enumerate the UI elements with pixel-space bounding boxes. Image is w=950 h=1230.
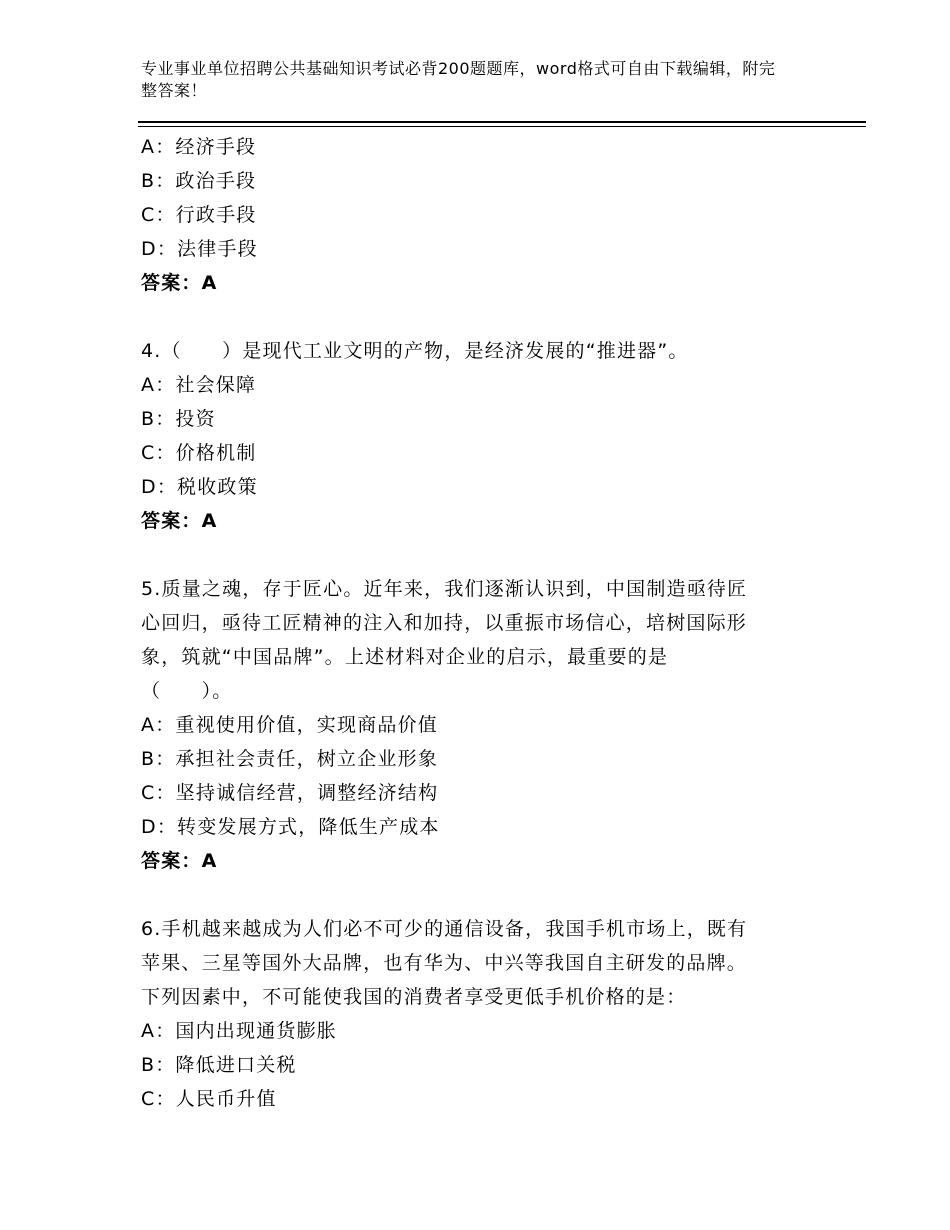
question-4 (141, 334, 811, 538)
spacer (141, 538, 811, 572)
question-stem-line: 象，筑就“中国品牌”。上述材料对企业的启示，最重要的是 (141, 646, 669, 668)
spacer (141, 878, 811, 912)
header-rule-thin (138, 126, 866, 127)
question-5 (141, 572, 811, 878)
question-stem-line: 6.手机越来越成为人们必不可少的通信设备，我国手机市场上，既有 (141, 918, 748, 940)
question-stem-line: 心回归，亟待工匠精神的注入和加持，以重振市场信心，培树国际形 (141, 612, 748, 634)
answer-line: 答案：A (141, 850, 218, 872)
option-b: B：投资 (141, 408, 216, 430)
spacer (141, 300, 811, 334)
option-a: A：重视使用价值，实现商品价值 (141, 714, 438, 736)
option-a: A：国内出现通货膨胀 (141, 1020, 337, 1042)
option-d: D：税收政策 (141, 476, 258, 498)
page-header: 专业事业单位招聘公共基础知识考试必背200题题库，word格式可自由下载编辑，附完整答案！ (141, 59, 776, 100)
option-b: B：降低进口关税 (141, 1054, 297, 1076)
question-stem-line: 5.质量之魂，存于匠心。近年来，我们逐渐认识到，中国制造亟待匠 (141, 578, 748, 600)
option-c: C：坚持诚信经营，调整经济结构 (141, 782, 439, 804)
answer-line: 答案：A (141, 510, 218, 532)
option-b: B：承担社会责任，树立企业形象 (141, 748, 439, 770)
question-6 (141, 912, 811, 1116)
question-stem-line: 苹果、三星等国外大品牌，也有华为、中兴等我国自主研发的品牌。 (141, 952, 748, 974)
option-d: D：转变发展方式，降低生产成本 (141, 816, 440, 838)
question-stem-line: 下列因素中，不可能使我国的消费者享受更低手机价格的是： (141, 986, 687, 1008)
header-rule-thick (138, 121, 866, 123)
question-3 (141, 130, 811, 300)
option-c: C：价格机制 (141, 442, 257, 464)
answer-line: 答案：A (141, 272, 218, 294)
option-c: C：行政手段 (141, 204, 257, 226)
question-stem: 4.（ ）是现代工业文明的产物，是经济发展的“推进器”。 (141, 340, 689, 362)
option-a: A：经济手段 (141, 136, 257, 158)
option-a: A：社会保障 (141, 374, 257, 396)
option-d: D：法律手段 (141, 238, 258, 260)
question-list (141, 130, 811, 1116)
option-c: C：人民币升值 (141, 1088, 277, 1110)
option-b: B：政治手段 (141, 170, 257, 192)
question-stem-line: （ ）。 (141, 680, 233, 702)
